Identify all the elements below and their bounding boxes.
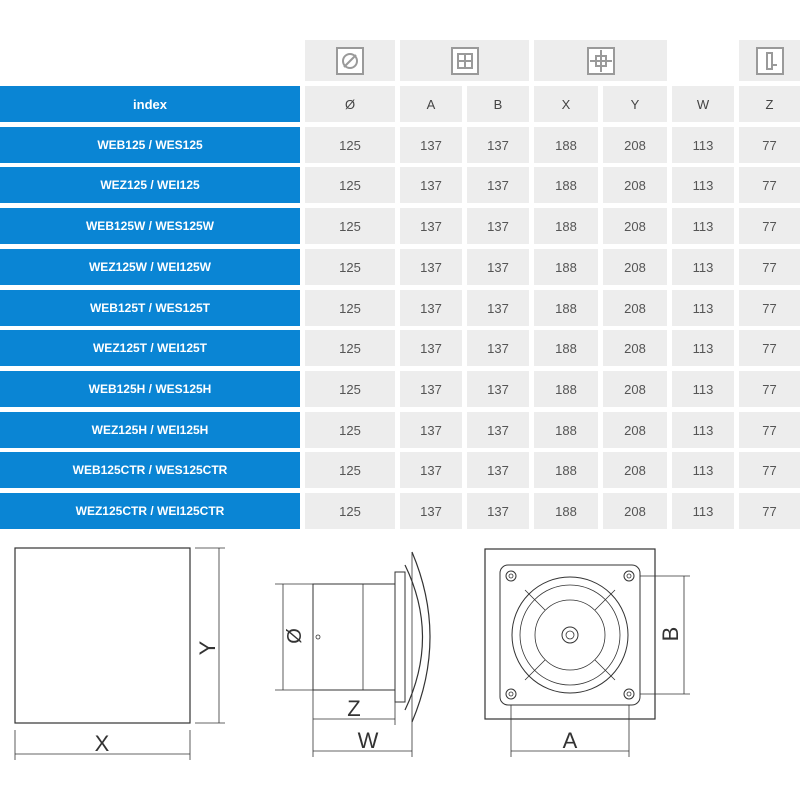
column-header: Y (603, 86, 667, 122)
table-cell: 137 (467, 452, 529, 488)
row-model-name: WEB125 / WES125 (0, 127, 300, 163)
x-label: X (94, 731, 110, 756)
front-view-drawing (15, 548, 225, 760)
table-cell: 137 (467, 167, 529, 203)
cross-grid-icon (587, 47, 615, 75)
row-model-name: WEZ125 / WEI125 (0, 167, 300, 203)
header-icon-cell (305, 40, 395, 81)
table-cell: 137 (467, 208, 529, 244)
diameter-label: Ø (284, 628, 306, 644)
column-header: Z (739, 86, 800, 122)
z-label: Z (347, 696, 361, 721)
y-label: Y (195, 640, 220, 656)
back-view-drawing (485, 549, 690, 757)
side-view-drawing (275, 552, 430, 757)
table-cell: 208 (603, 290, 667, 326)
table-cell: 208 (603, 127, 667, 163)
table-cell: 125 (305, 167, 395, 203)
table-cell: 113 (672, 208, 734, 244)
row-model-name: WEZ125W / WEI125W (0, 249, 300, 285)
table-cell: 113 (672, 412, 734, 448)
table-cell: 188 (534, 290, 598, 326)
column-header-index: index (0, 86, 300, 122)
table-cell: 77 (739, 493, 800, 529)
table-cell: 208 (603, 330, 667, 366)
table-cell: 113 (672, 493, 734, 529)
table-cell: 113 (672, 452, 734, 488)
column-header: Ø (305, 86, 395, 122)
b-label: B (658, 626, 683, 642)
table-cell: 77 (739, 330, 800, 366)
table-cell: 77 (739, 412, 800, 448)
table-cell: 137 (400, 208, 462, 244)
table-cell: 77 (739, 290, 800, 326)
table-cell: 77 (739, 167, 800, 203)
row-model-name: WEB125T / WES125T (0, 290, 300, 326)
table-cell: 137 (400, 249, 462, 285)
a-label: A (562, 728, 578, 753)
table-cell: 208 (603, 167, 667, 203)
row-model-name: WEZ125CTR / WEI125CTR (0, 493, 300, 529)
diameter-icon (336, 47, 364, 75)
table-cell: 137 (467, 249, 529, 285)
table-cell: 125 (305, 452, 395, 488)
header-icon-cell (739, 40, 800, 81)
table-cell: 137 (467, 290, 529, 326)
table-cell: 77 (739, 452, 800, 488)
row-model-name: WEB125W / WES125W (0, 208, 300, 244)
table-cell: 125 (305, 127, 395, 163)
table-cell: 125 (305, 330, 395, 366)
table-cell: 113 (672, 127, 734, 163)
table-cell: 137 (467, 412, 529, 448)
column-header: A (400, 86, 462, 122)
table-cell: 77 (739, 127, 800, 163)
table-cell: 137 (400, 127, 462, 163)
table-cell: 188 (534, 371, 598, 407)
table-cell: 208 (603, 249, 667, 285)
table-cell: 113 (672, 330, 734, 366)
table-cell: 125 (305, 208, 395, 244)
table-cell: 188 (534, 167, 598, 203)
technical-drawings (0, 540, 800, 800)
table-cell: 208 (603, 412, 667, 448)
table-cell: 77 (739, 249, 800, 285)
table-cell: 137 (467, 371, 529, 407)
table-cell: 137 (467, 493, 529, 529)
table-cell: 125 (305, 412, 395, 448)
header-icon-cell (534, 40, 667, 81)
row-model-name: WEZ125T / WEI125T (0, 330, 300, 366)
depth-icon (756, 47, 784, 75)
table-cell: 125 (305, 493, 395, 529)
column-header: B (467, 86, 529, 122)
table-cell: 188 (534, 208, 598, 244)
table-cell: 125 (305, 290, 395, 326)
table-cell: 208 (603, 493, 667, 529)
table-cell: 188 (534, 452, 598, 488)
table-cell: 113 (672, 371, 734, 407)
table-cell: 137 (400, 290, 462, 326)
table-cell: 188 (534, 493, 598, 529)
table-cell: 125 (305, 371, 395, 407)
table-cell: 137 (400, 493, 462, 529)
table-cell: 137 (400, 452, 462, 488)
front-panel (15, 548, 190, 723)
column-header: X (534, 86, 598, 122)
table-cell: 137 (467, 330, 529, 366)
table-cell: 208 (603, 371, 667, 407)
table-cell: 113 (672, 167, 734, 203)
table-cell: 77 (739, 371, 800, 407)
table-cell: 137 (467, 127, 529, 163)
table-cell: 137 (400, 167, 462, 203)
w-label: W (357, 728, 379, 753)
row-model-name: WEB125CTR / WES125CTR (0, 452, 300, 488)
table-cell: 188 (534, 412, 598, 448)
table-cell: 188 (534, 249, 598, 285)
row-model-name: WEB125H / WES125H (0, 371, 300, 407)
table-cell: 77 (739, 208, 800, 244)
header-icon-cell (400, 40, 529, 81)
row-model-name: WEZ125H / WEI125H (0, 412, 300, 448)
table-cell: 113 (672, 290, 734, 326)
table-cell: 188 (534, 330, 598, 366)
table-cell: 208 (603, 452, 667, 488)
grid-square-icon (451, 47, 479, 75)
table-cell: 188 (534, 127, 598, 163)
table-cell: 137 (400, 412, 462, 448)
column-header: W (672, 86, 734, 122)
table-cell: 208 (603, 208, 667, 244)
table-cell: 125 (305, 249, 395, 285)
table-cell: 113 (672, 249, 734, 285)
table-cell: 137 (400, 330, 462, 366)
table-cell: 137 (400, 371, 462, 407)
